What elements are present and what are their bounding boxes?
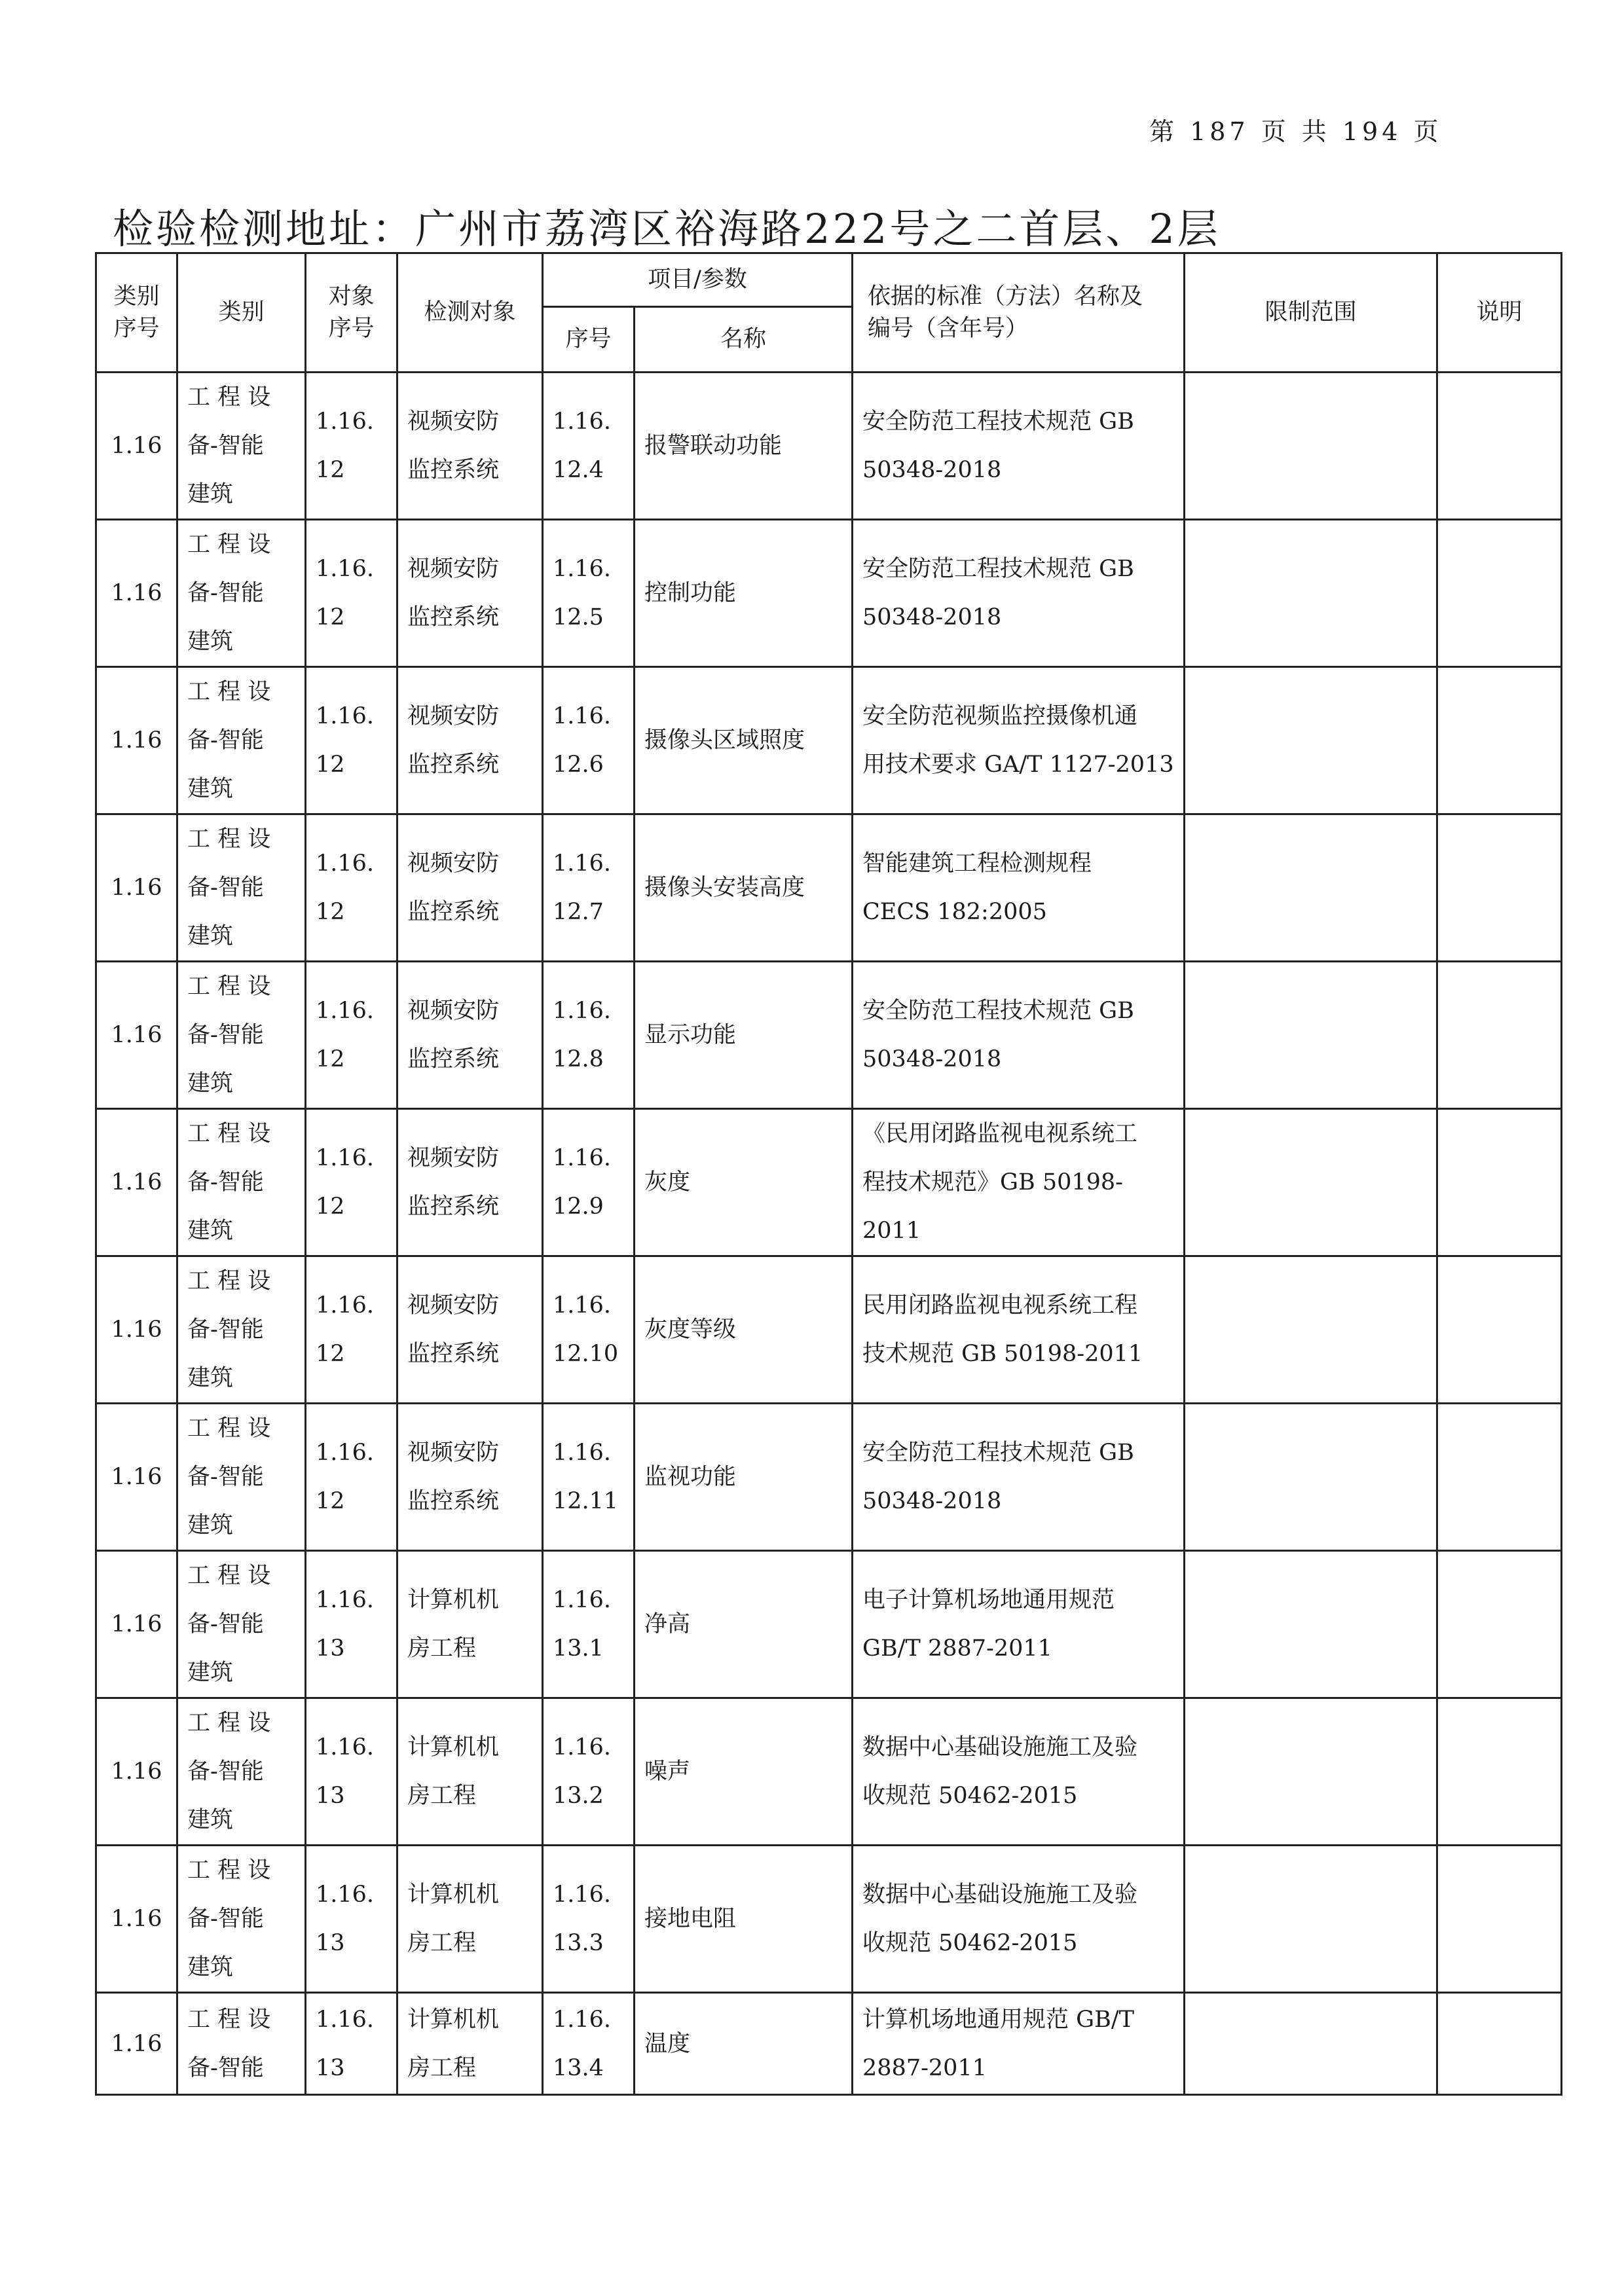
object-cell <box>397 1993 543 2095</box>
standard-cell-text: 《民用闭路监视电视系统工 程技术规范》GB 50198-2011 <box>862 1121 1138 1244</box>
item-seq-cell <box>543 962 635 1109</box>
item-name-cell <box>635 1551 853 1698</box>
category-cell <box>177 373 306 520</box>
object-seq-cell <box>306 1109 397 1256</box>
category-cell <box>177 520 306 667</box>
category-seq-cell <box>96 1109 177 1256</box>
item-name-cell-text: 噪声 <box>644 1758 691 1785</box>
object-seq-cell-text: 1.16. 12 <box>316 1292 375 1367</box>
category-seq-cell-text: 1.16 <box>111 875 162 901</box>
category-cell-text: 工 程 设 备-智能 建筑 <box>187 532 271 655</box>
item-seq-cell-text: 1.16. 13.3 <box>553 1882 612 1956</box>
limit-cell <box>1185 520 1437 667</box>
category-cell-text: 工 程 设 备-智能 <box>187 2006 271 2081</box>
item-name-cell <box>635 1404 853 1551</box>
table-row <box>96 1256 1562 1404</box>
category-seq-cell <box>96 1698 177 1846</box>
category-seq-cell-text: 1.16 <box>111 1169 162 1195</box>
category-seq-cell <box>96 520 177 667</box>
table-row <box>96 962 1562 1109</box>
item-name-cell-text: 接地电阻 <box>644 1906 737 1932</box>
category-cell-text: 工 程 设 备-智能 建筑 <box>187 384 271 507</box>
object-cell <box>397 814 543 962</box>
item-seq-cell <box>543 814 635 962</box>
note-cell <box>1437 1698 1562 1846</box>
object-cell <box>397 962 543 1109</box>
header-standard: 依据的标准（方法）名称及 编号（含年号） <box>853 253 1185 373</box>
category-seq-cell <box>96 1256 177 1404</box>
category-seq-cell-text: 1.16 <box>111 2030 162 2057</box>
object-cell-text: 计算机机 房工程 <box>407 1882 500 1956</box>
table-row <box>96 373 1562 520</box>
object-cell <box>397 1109 543 1256</box>
note-cell <box>1437 1846 1562 1993</box>
category-cell <box>177 1993 306 2095</box>
header-item-name: 名称 <box>635 307 853 373</box>
object-cell-text: 视频安防 监控系统 <box>407 409 500 483</box>
item-seq-cell <box>543 1846 635 1993</box>
object-seq-cell-text: 1.16. 12 <box>316 1440 375 1514</box>
object-seq-cell <box>306 1698 397 1846</box>
table-body <box>96 373 1562 2095</box>
item-name-cell-text: 报警联动功能 <box>644 433 783 459</box>
limit-cell <box>1185 1993 1437 2095</box>
standard-cell-text: 安全防范工程技术规范 GB 50348-2018 <box>862 409 1134 483</box>
item-seq-cell <box>543 1993 635 2095</box>
item-seq-cell <box>543 373 635 520</box>
object-seq-cell-text: 1.16. 13 <box>316 1882 375 1956</box>
note-cell <box>1437 1551 1562 1698</box>
table-row <box>96 814 1562 962</box>
standard-cell-text: 民用闭路监视电视系统工程 技术规范 GB 50198-2011 <box>862 1292 1143 1367</box>
item-seq-cell <box>543 1698 635 1846</box>
standard-cell-text: 安全防范工程技术规范 GB 50348-2018 <box>862 556 1134 630</box>
limit-cell <box>1185 1551 1437 1698</box>
item-name-cell <box>635 373 853 520</box>
object-seq-cell-text: 1.16. 12 <box>316 556 375 630</box>
object-seq-cell <box>306 962 397 1109</box>
category-cell-text: 工 程 设 备-智能 建筑 <box>187 1563 271 1686</box>
object-seq-cell-text: 1.16. 12 <box>316 409 375 483</box>
item-name-cell-text: 显示功能 <box>644 1022 737 1048</box>
category-cell <box>177 1404 306 1551</box>
standard-cell-text: 数据中心基础设施施工及验 收规范 50462-2015 <box>862 1734 1138 1809</box>
object-seq-cell <box>306 1551 397 1698</box>
item-seq-cell <box>543 1551 635 1698</box>
category-cell-text: 工 程 设 备-智能 建筑 <box>187 1121 271 1244</box>
category-seq-cell-text: 1.16 <box>111 580 162 606</box>
category-cell <box>177 667 306 814</box>
category-seq-cell <box>96 1993 177 2095</box>
limit-cell <box>1185 814 1437 962</box>
object-cell <box>397 1256 543 1404</box>
object-seq-cell-text: 1.16. 13 <box>316 2006 375 2081</box>
object-cell-text: 计算机机 房工程 <box>407 1587 500 1662</box>
object-seq-cell <box>306 814 397 962</box>
category-seq-cell <box>96 962 177 1109</box>
object-cell-text: 视频安防 监控系统 <box>407 703 500 778</box>
object-cell-text: 视频安防 监控系统 <box>407 850 500 925</box>
table-row <box>96 1846 1562 1993</box>
table-row <box>96 1698 1562 1846</box>
category-seq-cell <box>96 814 177 962</box>
standard-cell <box>853 1993 1185 2095</box>
note-cell <box>1437 520 1562 667</box>
item-name-cell-text: 灰度等级 <box>644 1317 737 1343</box>
note-cell <box>1437 1109 1562 1256</box>
item-seq-cell-text: 1.16. 13.2 <box>553 1734 612 1809</box>
note-cell <box>1437 1256 1562 1404</box>
item-name-cell <box>635 1993 853 2095</box>
object-cell-text: 视频安防 监控系统 <box>407 1145 500 1220</box>
object-cell-text: 视频安防 监控系统 <box>407 1440 500 1514</box>
standard-cell <box>853 373 1185 520</box>
item-name-cell <box>635 520 853 667</box>
table-row <box>96 1551 1562 1698</box>
standard-cell <box>853 667 1185 814</box>
item-name-cell <box>635 667 853 814</box>
header-limit: 限制范围 <box>1185 253 1437 373</box>
header-item-seq: 序号 <box>543 307 635 373</box>
object-seq-cell <box>306 1993 397 2095</box>
object-cell-text: 计算机机 房工程 <box>407 1734 500 1809</box>
note-cell <box>1437 814 1562 962</box>
item-seq-cell-text: 1.16. 12.4 <box>553 409 612 483</box>
item-seq-cell <box>543 1109 635 1256</box>
standard-cell-text: 安全防范工程技术规范 GB 50348-2018 <box>862 998 1134 1072</box>
item-name-cell-text: 控制功能 <box>644 580 737 606</box>
object-seq-cell <box>306 373 397 520</box>
item-seq-cell-text: 1.16. 12.10 <box>553 1292 619 1367</box>
object-cell <box>397 1846 543 1993</box>
limit-cell <box>1185 1846 1437 1993</box>
category-seq-cell-text: 1.16 <box>111 1464 162 1490</box>
object-seq-cell-text: 1.16. 12 <box>316 1145 375 1220</box>
item-seq-cell-text: 1.16. 12.11 <box>553 1440 619 1514</box>
accreditation-table <box>95 252 1562 2096</box>
category-seq-cell-text: 1.16 <box>111 433 162 459</box>
item-name-cell-text: 灰度 <box>644 1169 691 1195</box>
limit-cell <box>1185 667 1437 814</box>
item-name-cell <box>635 1846 853 1993</box>
object-cell-text: 视频安防 监控系统 <box>407 556 500 630</box>
standard-cell-text: 计算机场地通用规范 GB/T 2887-2011 <box>862 2006 1134 2081</box>
object-seq-cell <box>306 1846 397 1993</box>
item-seq-cell <box>543 520 635 667</box>
category-seq-cell <box>96 1404 177 1551</box>
standard-cell <box>853 1698 1185 1846</box>
limit-cell <box>1185 1256 1437 1404</box>
item-seq-cell <box>543 667 635 814</box>
category-cell <box>177 1698 306 1846</box>
item-seq-cell <box>543 1256 635 1404</box>
standard-cell-text: 安全防范工程技术规范 GB 50348-2018 <box>862 1440 1134 1514</box>
object-seq-cell <box>306 667 397 814</box>
object-cell <box>397 1698 543 1846</box>
item-seq-cell-text: 1.16. 13.1 <box>553 1587 612 1662</box>
note-cell <box>1437 667 1562 814</box>
category-seq-cell-text: 1.16 <box>111 1906 162 1932</box>
category-cell-text: 工 程 设 备-智能 建筑 <box>187 974 271 1097</box>
object-cell <box>397 520 543 667</box>
object-cell-text: 计算机机 房工程 <box>407 2006 500 2081</box>
item-seq-cell-text: 1.16. 12.9 <box>553 1145 612 1220</box>
note-cell <box>1437 1404 1562 1551</box>
category-cell <box>177 962 306 1109</box>
header-object-seq: 对象 序号 <box>306 253 397 373</box>
category-cell-text: 工 程 设 备-智能 建筑 <box>187 1710 271 1833</box>
category-cell <box>177 1109 306 1256</box>
category-seq-cell <box>96 667 177 814</box>
standard-cell <box>853 1109 1185 1256</box>
item-name-cell-text: 摄像头安装高度 <box>644 875 805 901</box>
page-number: 第 187 页 共 194 页 <box>1149 117 1443 146</box>
item-seq-cell-text: 1.16. 12.7 <box>553 850 612 925</box>
category-seq-cell <box>96 373 177 520</box>
category-seq-cell-text: 1.16 <box>111 1317 162 1343</box>
standard-cell <box>853 1256 1185 1404</box>
object-cell <box>397 373 543 520</box>
test-address: 检验检测地址：广州市荔湾区裕海路222号之二首层、2层 <box>113 205 1221 253</box>
limit-cell <box>1185 1109 1437 1256</box>
item-seq-cell-text: 1.16. 12.8 <box>553 998 612 1072</box>
object-seq-cell-text: 1.16. 12 <box>316 703 375 778</box>
object-seq-cell <box>306 1404 397 1551</box>
standard-cell <box>853 814 1185 962</box>
note-cell <box>1437 373 1562 520</box>
limit-cell <box>1185 1698 1437 1846</box>
object-cell-text: 视频安防 监控系统 <box>407 1292 500 1367</box>
item-name-cell <box>635 1698 853 1846</box>
limit-cell <box>1185 1404 1437 1551</box>
header-row <box>96 253 1562 307</box>
object-seq-cell-text: 1.16. 12 <box>316 998 375 1072</box>
object-seq-cell-text: 1.16. 13 <box>316 1587 375 1662</box>
object-seq-cell-text: 1.16. 12 <box>316 850 375 925</box>
object-cell-text: 视频安防 监控系统 <box>407 998 500 1072</box>
standard-cell-text: 安全防范视频监控摄像机通 用技术要求 GA/T 1127-2013 <box>862 703 1174 778</box>
item-seq-cell-text: 1.16. 12.5 <box>553 556 612 630</box>
header-note: 说明 <box>1437 253 1562 373</box>
object-seq-cell <box>306 1256 397 1404</box>
header-object: 检测对象 <box>397 253 543 373</box>
limit-cell <box>1185 962 1437 1109</box>
table-row <box>96 1109 1562 1256</box>
item-seq-cell <box>543 1404 635 1551</box>
category-cell-text: 工 程 设 备-智能 建筑 <box>187 679 271 802</box>
category-cell <box>177 1256 306 1404</box>
note-cell <box>1437 962 1562 1109</box>
category-cell-text: 工 程 设 备-智能 建筑 <box>187 826 271 949</box>
limit-cell <box>1185 373 1437 520</box>
category-seq-cell <box>96 1846 177 1993</box>
standard-cell-text: 智能建筑工程检测规程 CECS 182:2005 <box>862 850 1092 925</box>
table-row <box>96 520 1562 667</box>
object-seq-cell-text: 1.16. 13 <box>316 1734 375 1809</box>
standard-cell <box>853 520 1185 667</box>
header-category: 类别 <box>177 253 306 373</box>
object-seq-cell <box>306 520 397 667</box>
category-seq-cell-text: 1.16 <box>111 1758 162 1785</box>
category-seq-cell-text: 1.16 <box>111 1022 162 1048</box>
object-cell <box>397 1404 543 1551</box>
item-name-cell-text: 监视功能 <box>644 1464 737 1490</box>
standard-cell-text: 电子计算机场地通用规范 GB/T 2887-2011 <box>862 1587 1115 1662</box>
standard-cell <box>853 1551 1185 1698</box>
category-seq-cell-text: 1.16 <box>111 727 162 754</box>
object-cell <box>397 667 543 814</box>
table-row <box>96 1993 1562 2095</box>
item-name-cell <box>635 962 853 1109</box>
item-name-cell <box>635 814 853 962</box>
table-row <box>96 1404 1562 1551</box>
table-row <box>96 667 1562 814</box>
item-name-cell-text: 温度 <box>644 2030 691 2057</box>
item-seq-cell-text: 1.16. 12.6 <box>553 703 612 778</box>
category-cell <box>177 1551 306 1698</box>
category-cell-text: 工 程 设 备-智能 建筑 <box>187 1415 271 1539</box>
category-cell-text: 工 程 设 备-智能 建筑 <box>187 1857 271 1980</box>
category-cell-text: 工 程 设 备-智能 建筑 <box>187 1268 271 1391</box>
category-cell <box>177 814 306 962</box>
category-cell <box>177 1846 306 1993</box>
category-seq-cell <box>96 1551 177 1698</box>
standard-cell <box>853 962 1185 1109</box>
standard-cell-text: 数据中心基础设施施工及验 收规范 50462-2015 <box>862 1882 1138 1956</box>
note-cell <box>1437 1993 1562 2095</box>
header-item-param: 项目/参数 <box>543 253 853 307</box>
item-seq-cell-text: 1.16. 13.4 <box>553 2006 612 2081</box>
item-name-cell <box>635 1256 853 1404</box>
item-name-cell-text: 净高 <box>644 1611 691 1637</box>
item-name-cell <box>635 1109 853 1256</box>
category-seq-cell-text: 1.16 <box>111 1611 162 1637</box>
standard-cell <box>853 1846 1185 1993</box>
object-cell <box>397 1551 543 1698</box>
standard-cell <box>853 1404 1185 1551</box>
item-name-cell-text: 摄像头区域照度 <box>644 727 805 754</box>
header-category-seq: 类别 序号 <box>96 253 177 373</box>
